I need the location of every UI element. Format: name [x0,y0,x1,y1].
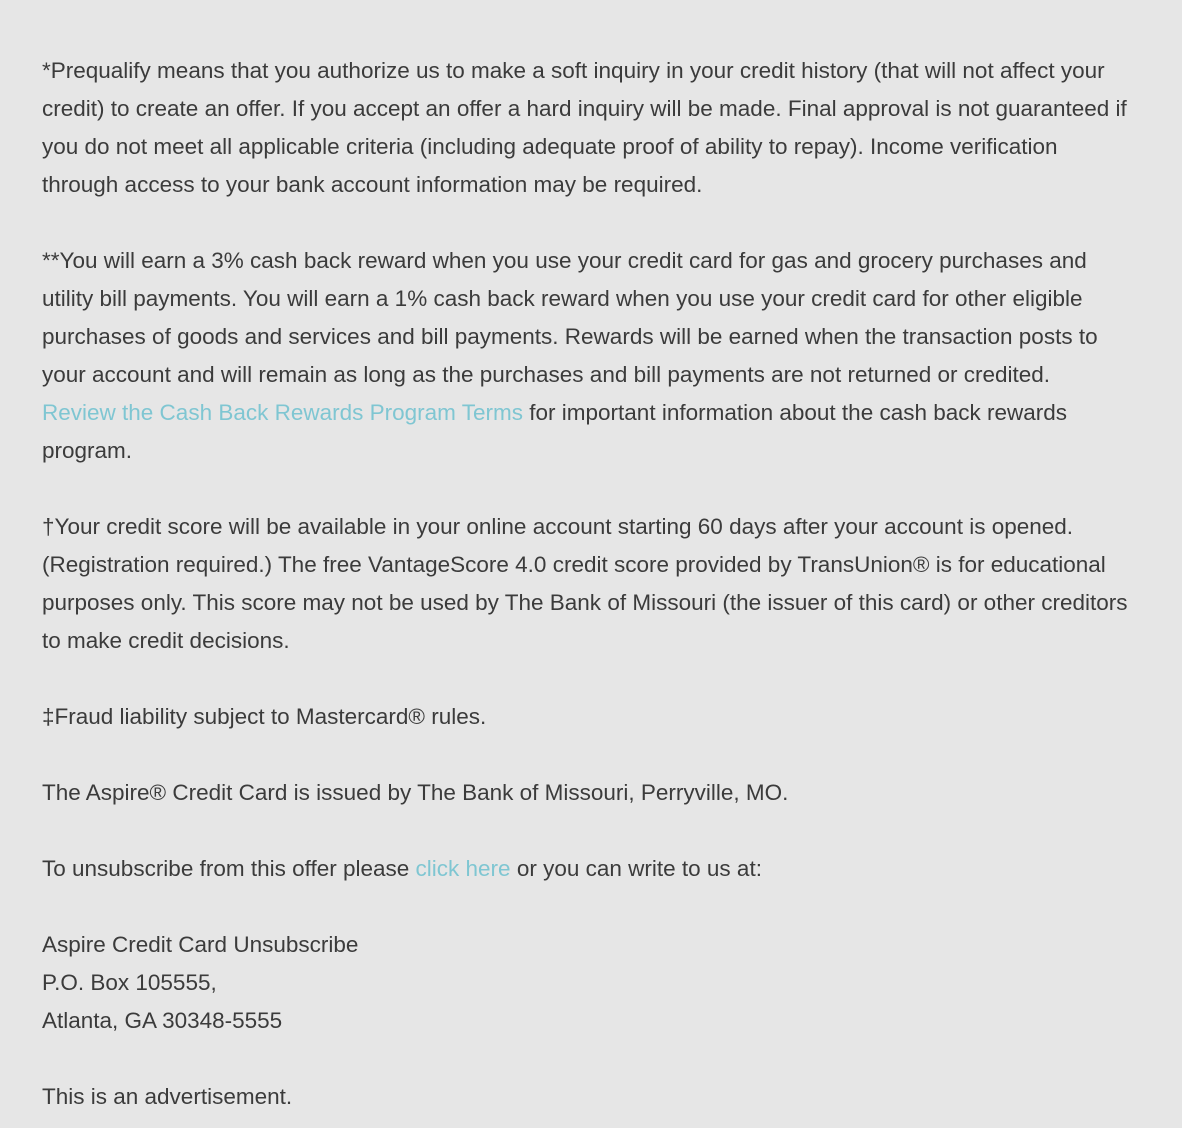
unsubscribe-text [42,850,1128,888]
address-line-3: Atlanta, GA 30348-5555 [42,1008,283,1033]
cash-back-text-after-link: for important information about the cash back rewards program. [42,400,1068,463]
fraud-liability-disclosure: ‡Fraud liability subject to Mastercard® rules. [42,704,487,729]
unsubscribe-text-before-link: To unsubscribe from this offer please [42,856,416,881]
issuer-disclosure: The Aspire® Credit Card is issued by The Bank of Missouri, Perryville, MO. [42,780,789,805]
address-line-1: Aspire Credit Card Unsubscribe [42,932,359,957]
mailing-address [42,926,1128,1040]
cash-back-terms-link[interactable]: Review the Cash Back Rewards Program Terms [42,400,524,425]
cash-back-text: **You will earn a 3% cash back reward when you use your credit card for gas and grocery purchases and utility bill payments. You will earn a 1% cash back reward when you use your credit card for other eligible purchases of goods and services and bill payments. Rewards will be earned when the transaction posts to your account and will remain as long as the purchases and bill payments are not returned or credited. [42,248,1098,387]
credit-score-disclosure: †Your credit score will be available in your online account starting 60 days after your account is opened. (Registration required.) The free VantageScore 4.0 credit score provided by TransUnion® is for educational purposes only. This score may not be used by The Bank of Missouri (the issuer of this card) or other creditors to make credit decisions. [42,514,1128,653]
unsubscribe-text-after-link: or you can write to us at: [510,856,762,881]
address-line-2: P.O. Box 105555, [42,970,217,995]
unsubscribe-link[interactable]: click here [415,856,511,881]
advertisement-notice: This is an advertisement. [42,1084,293,1109]
prequalify-disclosure: *Prequalify means that you authorize us to make a soft inquiry in your credit history (that will not affect your credit) to create an offer. If you accept an offer a hard inquiry will be made. Final approval is not guaranteed if you do not meet all applicable criteria (including adequate proof of ability to repay). Income verification through access to your bank account information may be required. [42,58,1127,197]
cash-back-disclosure [42,242,1128,470]
